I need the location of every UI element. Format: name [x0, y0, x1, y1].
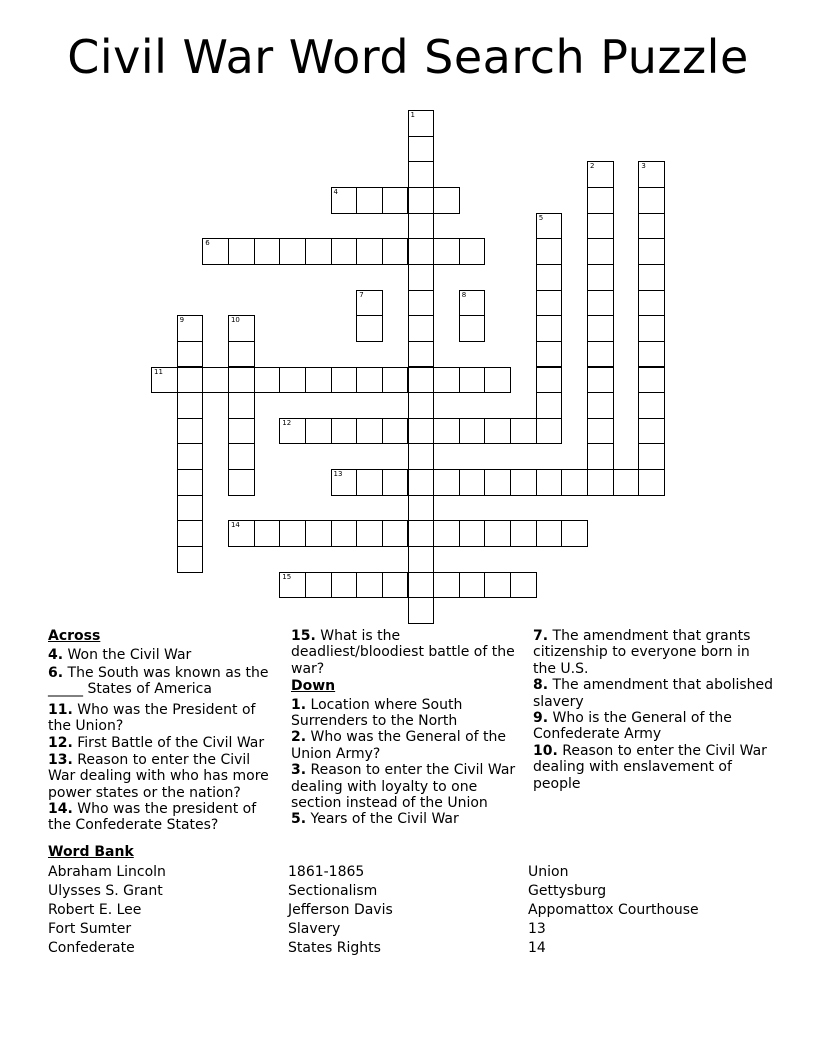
clue-number: 11 [154, 367, 163, 376]
grid-cell[interactable] [587, 418, 614, 445]
grid-cell[interactable] [638, 264, 665, 291]
grid-cell[interactable] [433, 469, 460, 496]
grid-cell[interactable] [587, 290, 614, 317]
grid-cell[interactable] [331, 238, 358, 265]
word-bank-item: Sectionalism [288, 883, 378, 899]
word-bank-item: Robert E. Lee [48, 902, 142, 918]
grid-cell[interactable] [587, 161, 614, 188]
grid-cell[interactable] [202, 238, 229, 265]
grid-cell[interactable] [331, 469, 358, 496]
grid-cell[interactable] [382, 520, 409, 547]
grid-cell[interactable] [202, 367, 229, 394]
across-clue-6: 6. The South was known as the _____ States of America [48, 664, 269, 698]
grid-cell[interactable] [382, 238, 409, 265]
grid-cell[interactable] [638, 341, 665, 368]
down-clue-7: 7. The amendment that grants citizenship to everyone born in the U.S. [533, 628, 751, 677]
word-bank-item: Slavery [288, 921, 341, 937]
grid-cell[interactable] [305, 572, 332, 599]
grid-cell[interactable] [279, 367, 306, 394]
clue-number: 12 [282, 418, 292, 427]
grid-cell[interactable] [510, 469, 537, 496]
clue-number: 14 [230, 521, 240, 530]
grid-cell[interactable] [510, 418, 537, 445]
grid-cell[interactable] [177, 520, 204, 547]
across-clue-13: 13. Reason to enter the Civil War dealing with who has more power states or the nation? [48, 751, 269, 801]
grid-cell[interactable] [408, 341, 435, 368]
down-clue-10: 10. Reason to enter the Civil War dealing with enslavement of people [533, 742, 767, 792]
grid-cell[interactable] [433, 238, 460, 265]
grid-cell[interactable] [536, 392, 563, 419]
grid-cell[interactable] [279, 520, 306, 547]
grid-cell[interactable] [433, 367, 460, 394]
grid-cell[interactable] [638, 161, 665, 188]
grid-cell[interactable] [228, 315, 255, 342]
word-bank-item: Appomattox Courthouse [528, 902, 699, 918]
grid-cell[interactable] [408, 367, 435, 394]
grid-cell[interactable] [228, 418, 255, 445]
grid-cell[interactable] [536, 238, 563, 265]
across-clue-15: 15. What is the deadliest/bloodiest battle of the war? [291, 628, 515, 677]
grid-cell[interactable] [254, 520, 281, 547]
grid-cell[interactable] [177, 469, 204, 496]
grid-cell[interactable] [356, 315, 383, 342]
grid-cell[interactable] [433, 520, 460, 547]
grid-cell[interactable] [408, 546, 435, 573]
grid-cell[interactable] [433, 418, 460, 445]
grid-cell[interactable] [279, 418, 306, 445]
grid-cell[interactable] [459, 572, 486, 599]
grid-cell[interactable] [408, 520, 435, 547]
grid-cell[interactable] [177, 418, 204, 445]
grid-cell[interactable] [459, 315, 486, 342]
grid-cell[interactable] [510, 572, 537, 599]
grid-cell[interactable] [356, 367, 383, 394]
grid-cell[interactable] [536, 469, 563, 496]
grid-cell[interactable] [536, 367, 563, 394]
clue-number: 9 [179, 316, 185, 325]
grid-cell[interactable] [408, 572, 435, 599]
down-clue-3: 3. Reason to enter the Civil War dealing with loyalty to one section instead of the Union [291, 762, 516, 812]
word-bank-item: 13 [528, 921, 546, 937]
grid-cell[interactable] [254, 238, 281, 265]
grid-cell[interactable] [228, 443, 255, 470]
grid-cell[interactable] [228, 238, 255, 265]
word-bank-column-3 [528, 863, 699, 958]
grid-cell[interactable] [408, 469, 435, 496]
grid-cell[interactable] [331, 572, 358, 599]
grid-cell[interactable] [638, 367, 665, 394]
grid-cell[interactable] [305, 367, 332, 394]
grid-cell[interactable] [587, 238, 614, 265]
grid-cell[interactable] [408, 187, 435, 214]
grid-cell[interactable] [228, 341, 255, 368]
grid-cell[interactable] [177, 367, 204, 394]
grid-cell[interactable] [408, 495, 435, 522]
word-bank-item: Union [528, 864, 569, 880]
word-bank-item: Gettysburg [528, 883, 607, 899]
down-clue-2: 2. Who was the General of the Union Army? [291, 729, 506, 762]
grid-cell[interactable] [331, 187, 358, 214]
clue-number: 15 [282, 572, 292, 581]
grid-cell[interactable] [305, 238, 332, 265]
across-clue-14: 14. Who was the president of the Confederate States? [48, 801, 257, 834]
grid-cell[interactable] [587, 469, 614, 496]
grid-cell[interactable] [459, 238, 486, 265]
grid-cell[interactable] [228, 392, 255, 419]
grid-cell[interactable] [382, 187, 409, 214]
clue-number: 13 [333, 470, 343, 479]
grid-cell[interactable] [536, 290, 563, 317]
grid-cell[interactable] [356, 418, 383, 445]
grid-cell[interactable] [638, 418, 665, 445]
grid-cell[interactable] [433, 187, 460, 214]
grid-cell[interactable] [331, 520, 358, 547]
grid-cell[interactable] [587, 213, 614, 240]
grid-cell[interactable] [356, 238, 383, 265]
grid-cell[interactable] [510, 520, 537, 547]
word-bank-column-2 [288, 863, 393, 958]
grid-cell[interactable] [638, 238, 665, 265]
grid-cell[interactable] [536, 264, 563, 291]
word-bank-column-1 [48, 863, 166, 958]
grid-cell[interactable] [228, 520, 255, 547]
grid-cell[interactable] [408, 110, 435, 137]
clues-column-3 [533, 628, 773, 792]
word-bank-item: 1861-1865 [288, 864, 365, 880]
grid-cell[interactable] [587, 392, 614, 419]
grid-cell[interactable] [587, 315, 614, 342]
grid-cell[interactable] [408, 418, 435, 445]
grid-cell[interactable] [408, 443, 435, 470]
grid-cell[interactable] [536, 341, 563, 368]
grid-cell[interactable] [587, 443, 614, 470]
grid-cell[interactable] [408, 161, 435, 188]
grid-cell[interactable] [459, 418, 486, 445]
clues-column-1 [48, 628, 280, 834]
grid-cell[interactable] [638, 290, 665, 317]
grid-cell[interactable] [484, 469, 511, 496]
grid-cell[interactable] [408, 213, 435, 240]
grid-cell[interactable] [638, 187, 665, 214]
clue-number: 7 [359, 290, 364, 299]
clues-column-2 [291, 628, 521, 828]
grid-cell[interactable] [408, 597, 435, 624]
grid-cell[interactable] [459, 469, 486, 496]
grid-cell[interactable] [356, 187, 383, 214]
grid-cell[interactable] [408, 290, 435, 317]
down-clue-9: 9. Who is the General of the Confederate Army [533, 710, 732, 743]
grid-cell[interactable] [177, 315, 204, 342]
grid-cell[interactable] [484, 367, 511, 394]
grid-cell[interactable] [382, 418, 409, 445]
grid-cell[interactable] [638, 443, 665, 470]
grid-cell[interactable] [177, 392, 204, 419]
grid-cell[interactable] [356, 572, 383, 599]
grid-cell[interactable] [382, 469, 409, 496]
grid-cell[interactable] [331, 367, 358, 394]
grid-cell[interactable] [613, 469, 640, 496]
grid-cell[interactable] [382, 367, 409, 394]
word-bank-item: States Rights [288, 940, 381, 956]
grid-cell[interactable] [536, 213, 563, 240]
grid-cell[interactable] [228, 367, 255, 394]
clue-number: 10 [230, 316, 240, 325]
grid-cell[interactable] [536, 520, 563, 547]
grid-cell[interactable] [305, 418, 332, 445]
grid-cell[interactable] [356, 290, 383, 317]
grid-cell[interactable] [587, 187, 614, 214]
grid-cell[interactable] [254, 367, 281, 394]
grid-cell[interactable] [484, 418, 511, 445]
across-clue-12: 12. First Battle of the Civil War [48, 735, 265, 752]
grid-cell[interactable] [484, 520, 511, 547]
grid-cell[interactable] [459, 367, 486, 394]
grid-cell[interactable] [433, 572, 460, 599]
word-bank-item: Ulysses S. Grant [48, 883, 163, 899]
grid-cell[interactable] [561, 469, 588, 496]
grid-cell[interactable] [484, 572, 511, 599]
grid-cell[interactable] [408, 392, 435, 419]
grid-cell[interactable] [638, 315, 665, 342]
word-bank-heading: Word Bank [48, 844, 134, 860]
grid-cell[interactable] [177, 443, 204, 470]
grid-cell[interactable] [408, 238, 435, 265]
grid-cell[interactable] [638, 392, 665, 419]
word-bank-item: 14 [528, 940, 546, 956]
clue-number: 4 [333, 187, 339, 196]
grid-cell[interactable] [382, 572, 409, 599]
grid-cell[interactable] [638, 213, 665, 240]
grid-cell[interactable] [536, 315, 563, 342]
down-clue-1: 1. Location where South Surrenders to the North [291, 696, 463, 730]
grid-cell[interactable] [279, 238, 306, 265]
grid-cell[interactable] [459, 290, 486, 317]
grid-cell[interactable] [177, 546, 204, 573]
grid-cell[interactable] [151, 367, 178, 394]
word-bank-item: Jefferson Davis [288, 902, 393, 918]
grid-cell[interactable] [561, 520, 588, 547]
across-heading: Across [48, 628, 101, 644]
grid-cell[interactable] [177, 341, 204, 368]
grid-cell[interactable] [536, 418, 563, 445]
grid-cell[interactable] [408, 136, 435, 163]
grid-cell[interactable] [279, 572, 306, 599]
word-bank-item: Confederate [48, 940, 135, 956]
across-clue-11: 11. Who was the President of the Union? [48, 701, 256, 735]
clue-number: 6 [205, 239, 210, 248]
across-clue-4: 4. Won the Civil War [48, 647, 192, 664]
clue-number: 1 [410, 111, 415, 119]
grid-cell[interactable] [587, 264, 614, 291]
grid-cell[interactable] [331, 418, 358, 445]
grid-cell[interactable] [177, 495, 204, 522]
grid-cell[interactable] [228, 469, 255, 496]
grid-cell[interactable] [587, 341, 614, 368]
grid-cell[interactable] [356, 520, 383, 547]
page-title: Civil War Word Search Puzzle [67, 30, 749, 84]
grid-cell[interactable] [305, 520, 332, 547]
grid-cell[interactable] [408, 315, 435, 342]
down-clue-5: 5. Years of the Civil War [291, 811, 459, 828]
grid-cell[interactable] [459, 520, 486, 547]
grid-cell[interactable] [356, 469, 383, 496]
word-bank-item: Abraham Lincoln [48, 864, 166, 880]
grid-cell[interactable] [408, 264, 435, 291]
clue-number: 2 [590, 162, 595, 171]
grid-cell[interactable] [587, 367, 614, 394]
clue-number: 3 [641, 162, 646, 171]
clue-number: 5 [538, 213, 544, 222]
down-heading: Down [291, 678, 336, 695]
clue-number: 8 [461, 290, 467, 299]
down-clue-8: 8. The amendment that abolished slavery [533, 677, 774, 710]
grid-cell[interactable] [638, 469, 665, 496]
word-bank-item: Fort Sumter [48, 921, 132, 937]
